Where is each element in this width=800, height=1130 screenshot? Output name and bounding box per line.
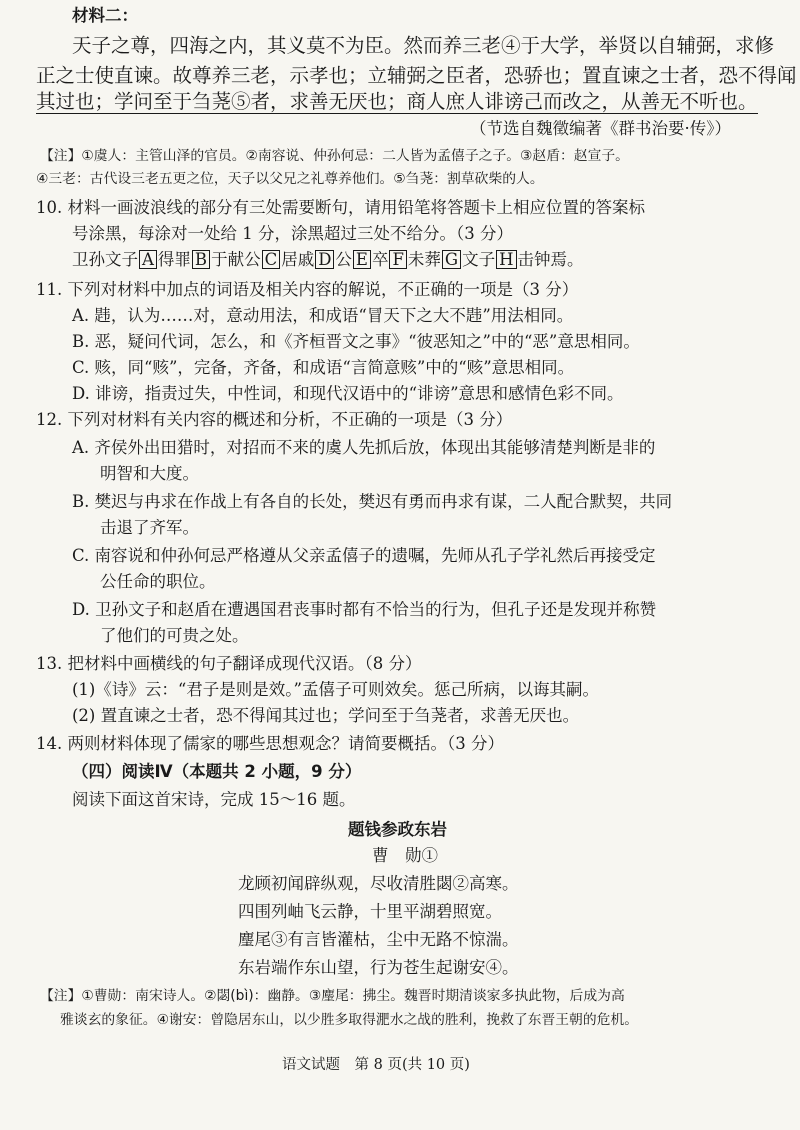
q11-stem: 11. 下列对材料中加点的词语及相关内容的解说，不正确的一项是（3 分） — [36, 280, 579, 299]
material2-line-2: 正之士使直谏。故尊养三老，示孝也；立辅弼之臣者，恐骄也；置直谏之士者，恐不得闻 — [36, 64, 797, 87]
material2-line-1: 天子之尊，四海之内，其义莫不为臣。然而养三老④于大学，举贤以自辅弼，求修 — [72, 34, 775, 57]
q11-option-a: A. 韪，认为……对，意动用法，和成语“冒天下之大不韪”用法相同。 — [72, 306, 574, 325]
break-option-b: B — [192, 250, 210, 269]
q11-option-b: B. 恶，疑问代词，怎么，和《齐桓晋文之事》“彼恶知之”中的“恶”意思相同。 — [72, 332, 640, 351]
break-option-d: D — [315, 250, 334, 269]
page-footer: 语文试题 第 8 页(共 10 页) — [282, 1057, 470, 1073]
material2-heading: 材料二： — [72, 6, 138, 25]
q13-sentence-2: (2) 置直谏之士者，恐不得闻其过也；学问至于刍荛者，求善无厌也。 — [72, 706, 580, 725]
poem-line-4: 东岩端作东山望，行为苍生起谢安④。 — [238, 958, 519, 977]
break-option-f: F — [389, 250, 406, 269]
poem-author: 曹 勋① — [372, 846, 438, 865]
poem-line-2: 四围列岫飞云静，十里平湖碧照宽。 — [238, 902, 502, 921]
poem-line-1: 龙顾初闻辟纵观，尽收清胜閟②高寒。 — [238, 874, 519, 893]
q14-stem: 14. 两则材料体现了儒家的哪些思想观念？请简要概括。（3 分） — [36, 734, 504, 753]
break-option-g: G — [442, 250, 461, 269]
poem-notes-line-2: 雅谈玄的象征。④谢安：曾隐居东山，以少胜多取得淝水之战的胜利，挽救了东晋王朝的危机。 — [60, 1012, 639, 1028]
q12-option-b-line-1: B. 樊迟与冉求在作战上有各自的长处，樊迟有勇而冉求有谋，二人配合默契，共同 — [72, 492, 673, 511]
q13-stem: 13. 把材料中画横线的句子翻译成现代汉语。（8 分） — [36, 654, 422, 673]
q10-stem-line-1: 10. 材料一画波浪线的部分有三处需要断句，请用铅笔将答题卡上相应位置的答案标 — [36, 198, 645, 217]
q12-option-c-line-1: C. 南容说和仲孙何忌严格遵从父亲孟僖子的遗嘱，先师从孔子学礼然后再接受定 — [72, 546, 656, 565]
break-option-c: C — [262, 250, 281, 269]
q11-option-d: D. 诽谤，指责过失，中性词，和现代汉语中的“诽谤”意思和感情色彩不同。 — [72, 384, 624, 403]
section-4-heading: （四）阅读Ⅳ（本题共 2 小题，9 分） — [72, 762, 362, 781]
break-option-e: E — [353, 250, 371, 269]
material-notes-line-2: ④三老：古代设三老五更之位，天子以父兄之礼尊养他们。⑤刍荛：割草砍柴的人。 — [36, 171, 544, 187]
q13-sentence-1: (1)《诗》云：“君子是则是效。”孟僖子可则效矣。惩己所病，以诲其嗣。 — [72, 680, 599, 699]
q12-option-a-line-2: 明智和大度。 — [100, 464, 199, 483]
poem-notes-line-1: 【注】①曹勋：南宋诗人。②閟(bì)：幽静。③麈尾：拂尘。魏晋时期清谈家多执此物，后成为高 — [40, 988, 625, 1004]
q10-stem-line-2: 号涂黑，每涂对一处给 1 分，涂黑超过三处不给分。（3 分） — [72, 224, 513, 243]
q12-option-c-line-2: 公任命的职位。 — [100, 572, 216, 591]
q12-option-d-line-2: 了他们的可贵之处。 — [100, 626, 249, 645]
material2-source: （节选自魏徵编著《群书治要·传》） — [470, 119, 731, 138]
break-option-h: H — [496, 250, 516, 269]
material2-line-3: 其过也；学问至于刍荛⑤者，求善无厌也；商人庶人诽谤己而改之，从善无不听也。 — [36, 90, 758, 113]
q11-option-c: C. 赅，同“赅”，完备，齐备，和成语“言简意赅”中的“赅”意思相同。 — [72, 358, 575, 377]
q10-sentence: 卫孙文子 A 得罪 B 于献公 C 居戚 D 公 E 卒 F 未葬 G 文子 H 击钟焉。 — [72, 250, 584, 269]
q12-option-a-line-1: A. 齐侯外出田猎时，对招而不来的虞人先抓后放，体现出其能够清楚判断是非的 — [72, 438, 656, 457]
q12-option-d-line-1: D. 卫孙文子和赵盾在遭遇国君丧事时都有不恰当的行为，但孔子还是发现并称赞 — [72, 600, 657, 619]
q12-option-b-line-2: 击退了齐军。 — [100, 518, 199, 537]
q12-stem: 12. 下列对材料有关内容的概述和分析，不正确的一项是（3 分） — [36, 410, 513, 429]
material-notes-line-1: 【注】①虞人：主管山泽的官员。②南容说、仲孙何忌：二人皆为孟僖子之子。③赵盾：赵宣子。 — [40, 148, 629, 164]
section-4-intro: 阅读下面这首宋诗，完成 15～16 题。 — [72, 790, 356, 809]
poem-line-3: 麈尾③有言皆灌枯，尘中无路不惊湍。 — [238, 930, 519, 949]
poem-title: 题钱参政东岩 — [348, 820, 447, 839]
break-option-a: A — [139, 250, 157, 269]
